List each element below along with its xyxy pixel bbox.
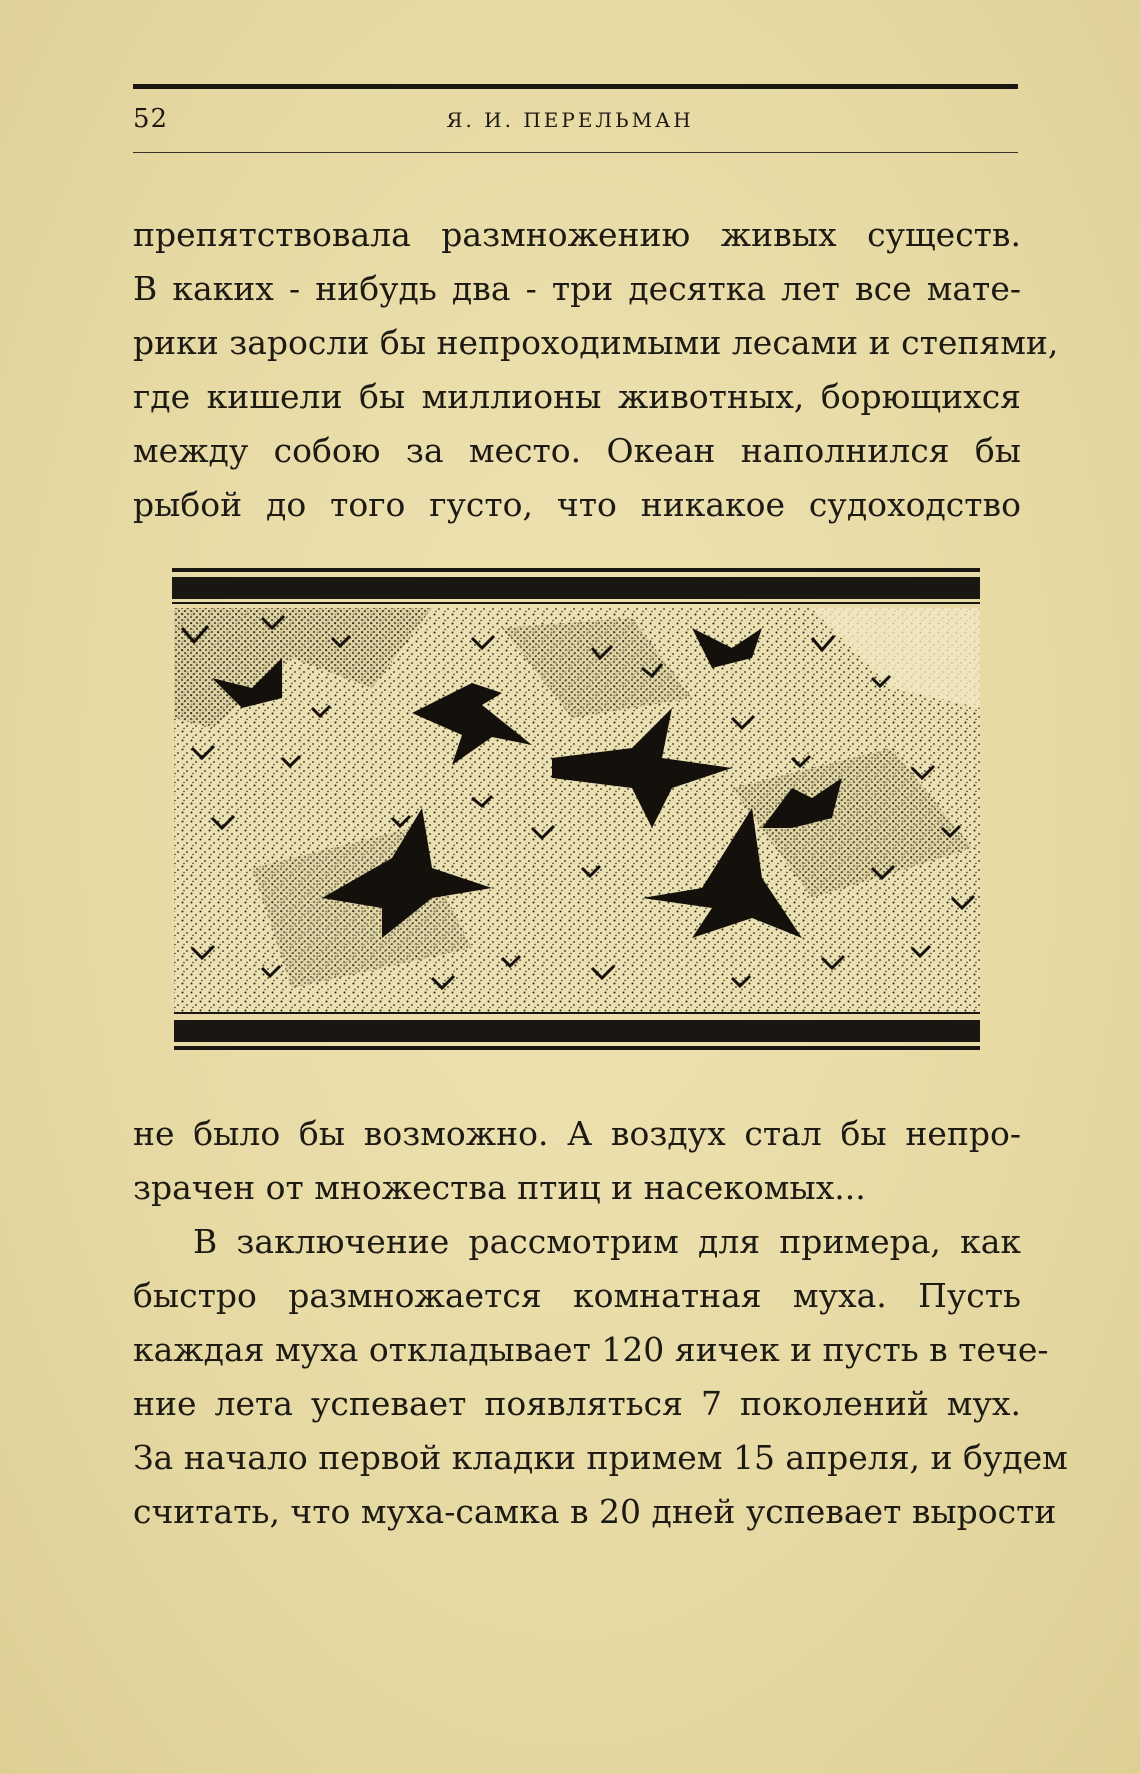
text-line: быстро размножается комнатная муха. Пусть: [133, 1276, 1021, 1315]
text-line: За начало первой кладки примем 15 апреля, и будем: [133, 1438, 1068, 1477]
text-line: рыбой до того густо, что никакое судоходство: [133, 485, 1021, 524]
text-line: ние лета успевает появляться 7 поколений мух.: [133, 1384, 1021, 1423]
paragraph-continued-2: [133, 1107, 1021, 1215]
text-line: зрачен от множества птиц и насекомых...: [133, 1168, 866, 1207]
text-line: В каких - нибудь два - три десятка лет все мате-: [133, 269, 1021, 308]
page-number: 52: [133, 104, 169, 134]
text-line: В заключение рассмотрим для примера, как: [193, 1222, 1021, 1261]
text-line: рики заросли бы непроходимыми лесами и степями,: [133, 323, 1059, 362]
text-line: препятствовала размножению живых существ.: [133, 215, 1021, 254]
text-line: не было бы возможно. А воздух стал бы непро-: [133, 1114, 1021, 1153]
paragraph-new: [133, 1215, 1068, 1539]
running-head: Я. И. ПЕРЕЛЬМАН: [446, 108, 694, 132]
text-line: считать, что муха-самка в 20 дней успевает вырости: [133, 1492, 1057, 1531]
text-line: между собою за место. Океан наполнился бы: [133, 431, 1021, 470]
birds-illustration: [172, 568, 984, 1062]
text-line: каждая муха откладывает 120 яичек и пусть в тече-: [133, 1330, 1049, 1369]
header-rule-thin: [133, 152, 1018, 153]
text-line: где кишели бы миллионы животных, борющихся: [133, 377, 1021, 416]
paragraph-continued: [133, 208, 1059, 532]
header-rule-thick: [133, 84, 1018, 89]
